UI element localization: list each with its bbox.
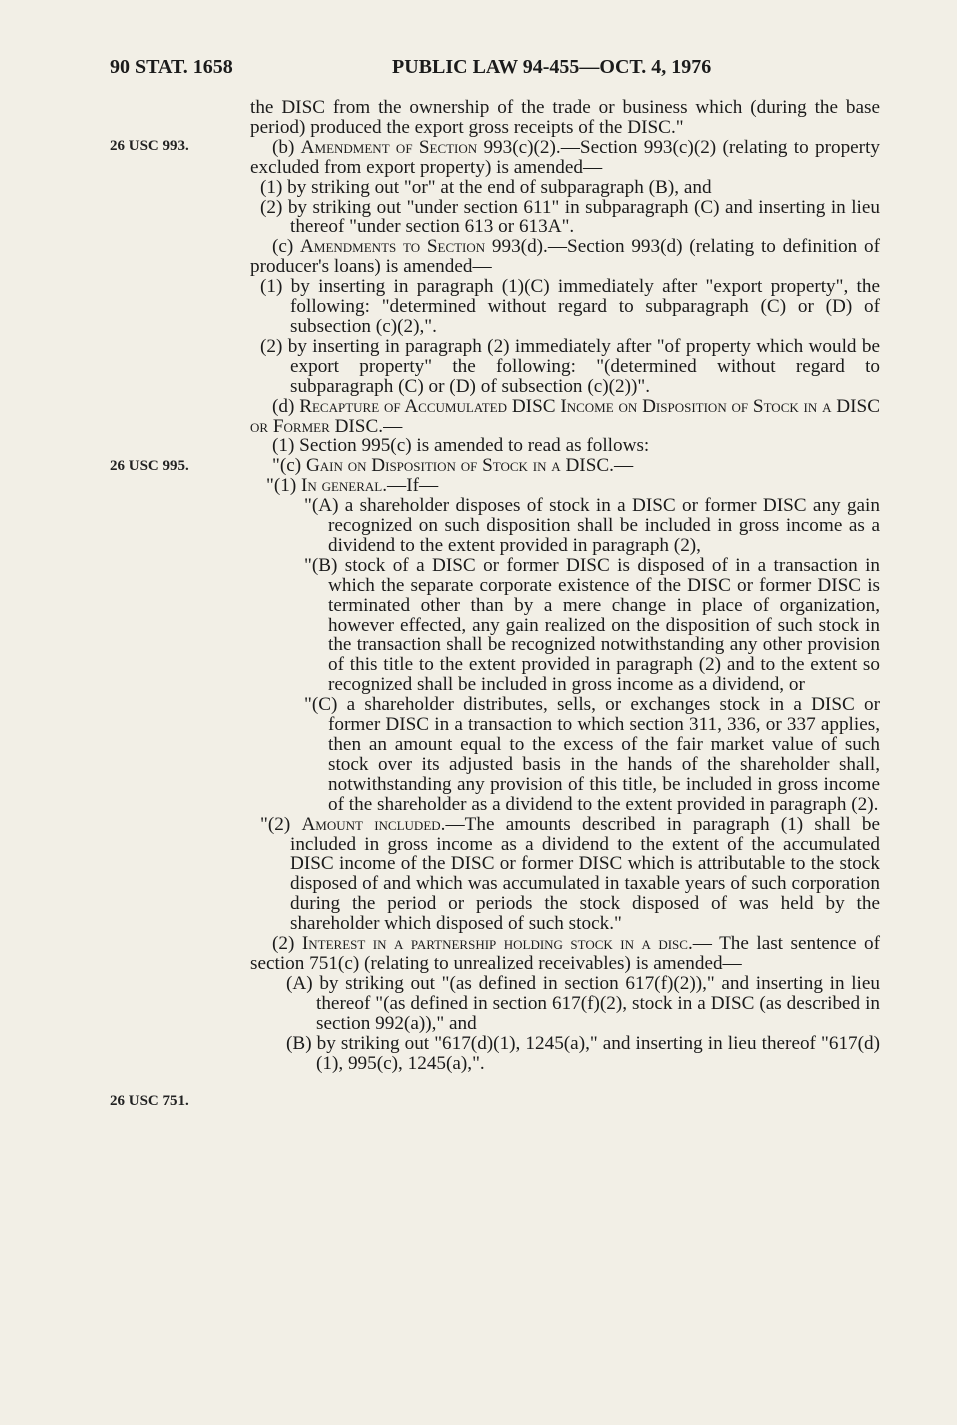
subsection-c: (c) Amendments to Section 993(d).—Section 993(d) (relating to definition of producer's loans) is amended— (250, 236, 880, 278)
subsection-b-item-1: (1) by striking out "or" at the end of subparagraph (B), and (260, 176, 712, 198)
margin-citation-995: 26 USC 995. (110, 458, 189, 474)
subsection-b-item-2: (2) by striking out "under section 611" in subparagraph (C) and inserting in lieu thereof "under section 613 or 613A". (260, 196, 880, 238)
section-995c-heading: "(c) Gain on Disposition of Stock in a DISC.— (272, 455, 634, 477)
subsection-d-item-2-clause-b: (B) by striking out "617(d)(1), 1245(a)," and inserting in lieu thereof "617(d)(1), 995(c), 1245(a),". (286, 1032, 880, 1074)
page-header (110, 56, 878, 86)
margin-citation-993: 26 USC 993. (110, 138, 189, 154)
subsection-d-item-2-heading: Interest in a partnership holding stock in a disc (301, 933, 688, 955)
statute-body-text (250, 98, 880, 1073)
section-995c-clause-a: "(A) a shareholder disposes of stock in a DISC or former DISC any gain recognized on such disposition shall be included in gross income as a dividend to the extent provided in paragraph (2), (304, 495, 880, 556)
subsection-d-heading-part-1: Recapture of Accumulated (299, 395, 508, 417)
subsection-d-heading-part-3: or Former (250, 415, 330, 437)
subsection-d: (d) Recapture of Accumulated DISC Income on Disposition of Stock in a DISC or Former DISC.— (250, 395, 880, 437)
section-995c-paragraph-1: "(1) In general.—If— (266, 475, 439, 497)
subsection-d-item-2: (2) Interest in a partnership holding stock in a disc.— The last sentence of section 751(c) (relating to unrealized receivables) is amended— (250, 933, 880, 974)
statute-page-number: 90 STAT. 1658 (110, 56, 233, 78)
public-law-title: PUBLIC LAW 94-455—OCT. 4, 1976 (392, 56, 712, 78)
margin-citation-751: 26 USC 751. (110, 1093, 189, 1109)
section-995c-paragraph-2: "(2) Amount included.—The amounts described in paragraph (1) shall be included in gross income as a dividend to the extent of the accumulated DISC income of the DISC or former DISC which is attributable to the stock disposed of and which was accumulated in taxable years of such corporation during the period or periods the stock disposed of was held by the shareholder which disposed of such stock." (260, 813, 880, 935)
subsection-b: (b) Amendment of Section 993(c)(2).—Section 993(c)(2) (relating to property excluded from export property) is amended— (250, 136, 880, 178)
subsection-d-heading-part-2: Income on Disposition of Stock in a (560, 395, 832, 417)
subsection-d-item-1: (1) Section 995(c) is amended to read as follows: (272, 435, 650, 457)
subsection-c-item-1: (1) by inserting in paragraph (1)(C) immediately after "export property", the following: "determined without regard to subparagraph (C) or (D) of subsection (c)(2),". (260, 276, 880, 337)
section-995c-clause-b: "(B) stock of a DISC or former DISC is disposed of in a transaction in which the separate corporate existence of the DISC or former DISC is terminated other than by a mere change in place of organization, however effected, any gain realized on the disposition of such stock in the transaction shall be recognized notwithstanding any other provision of this title to the extent provided in paragraph (2) and to the extent so recognized shall be included in gross income as a dividend, or (304, 554, 880, 696)
paragraph-continuation: the DISC from the ownership of the trade or business which (during the base period) produced the export gross receipts of the DISC." (250, 97, 880, 138)
subsection-c-item-2: (2) by inserting in paragraph (2) immediately after "of property which would be export property" the following: "(determined without regard to subparagraph (C) or (D) of subsection (c)(2))". (260, 335, 880, 397)
subsection-c-heading: Amendments to Section (300, 236, 486, 258)
section-995c-clause-c: "(C) a shareholder distributes, sells, or exchanges stock in a DISC or former DISC in a transaction to which section 311, 336, or 337 applies, then an amount equal to the excess of the fair market value of such stock over its adjusted basis in the hands of the shareholder shall, notwithstanding any provision of this title, be included in gross income of the shareholder as a dividend to the extent provided in paragraph (2). (304, 694, 880, 815)
subsection-b-heading: Amendment of Section (300, 136, 478, 158)
subsection-d-item-2-clause-a: (A) by striking out "(as defined in section 617(f)(2))," and inserting in lieu thereof "(as defined in section 617(f)(2), stock in a DISC (as described in section 992(a))," and (286, 972, 880, 1034)
